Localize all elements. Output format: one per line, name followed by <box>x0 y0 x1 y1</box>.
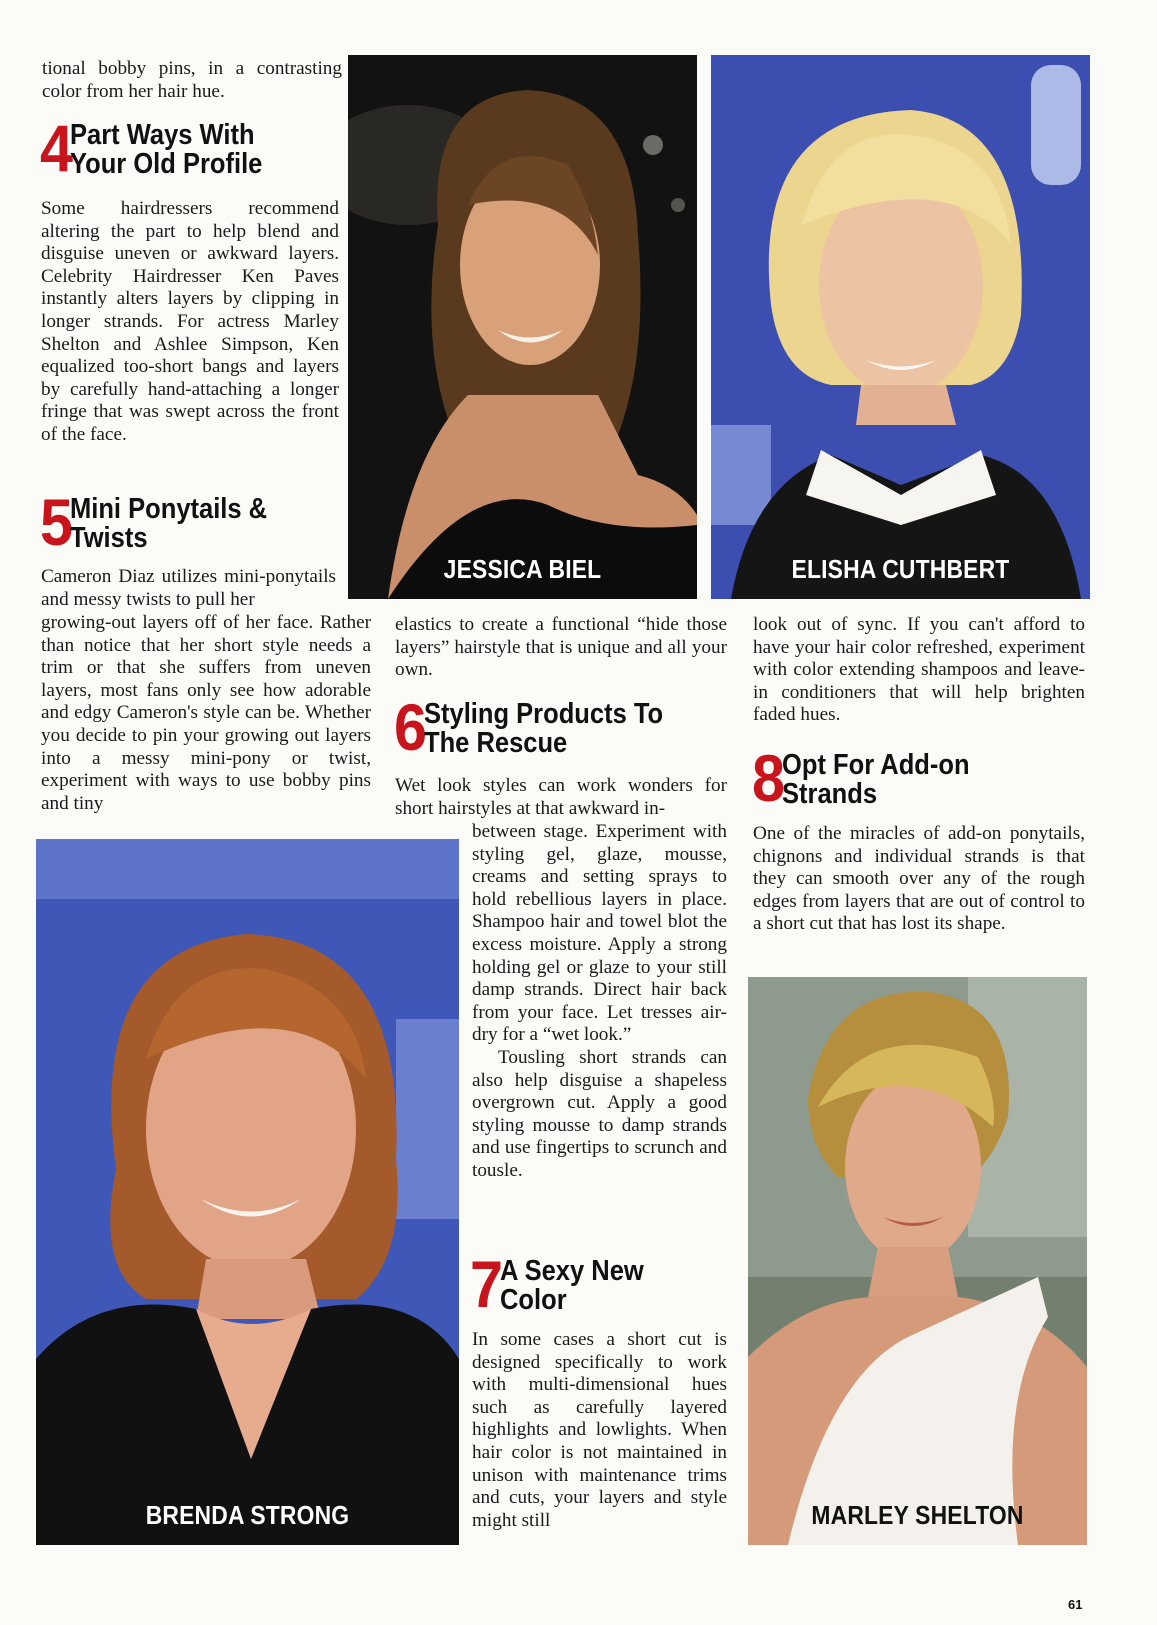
section-4-number: 4 <box>40 111 71 185</box>
section-6-paragraph-1: between stage. Experiment with styling gel, glaze, mousse, creams and setting sprays to hold rebellious layers in place. Shampoo hair and towel blot the excess moisture. Apply a strong holding gel or glaze to your still damp strands. Direct hair back from your face. Let tresses air-dry for a “wet look.” <box>472 821 727 1046</box>
section-8-body: One of the miracles of add-on ponytails, chignons and individual strands is that they can smooth over any of the rough edges from layers that are out of control to a short cut that has lost its shape. <box>753 823 1085 935</box>
section-6-body-top: Wet look styles can work wonders for short hairstyles at that awkward in- <box>395 775 727 819</box>
section-7-number: 7 <box>470 1247 501 1321</box>
portrait-illustration <box>748 977 1087 1545</box>
section-7-title: A Sexy New Color <box>499 1255 644 1316</box>
intro-text: tional bobby pins, in a contrasting color from her hair hue. <box>42 58 342 102</box>
portrait-illustration <box>36 839 459 1545</box>
section-5-title: Mini Ponytails & Twists <box>69 493 267 554</box>
section-5-body-top: Cameron Diaz utilizes mini-ponytails and messy twists to pull her <box>41 566 336 610</box>
photo-elisha-cuthbert <box>711 55 1090 599</box>
section-6-heading <box>394 690 695 764</box>
section-8-heading <box>752 741 995 815</box>
section-5-heading <box>40 485 294 559</box>
section-4-heading <box>40 111 288 185</box>
section-6-paragraph-2: Tousling short strands can also help disguise a shapeless overgrown cut. Apply a good styling mousse to damp strands and use fingertips to scrunch and tousle. <box>472 1046 727 1181</box>
caption-marley-shelton: MARLEY SHELTON <box>811 1500 1024 1530</box>
portrait-illustration <box>348 55 697 599</box>
section-8-title: Opt For Add-on Strands <box>781 749 970 810</box>
section-4-title: Part Ways With Your Old Profile <box>69 119 263 180</box>
section-6-number: 6 <box>394 690 425 764</box>
section-6-title: Styling Products To The Rescue <box>423 698 663 759</box>
section-8-number: 8 <box>752 741 783 815</box>
column-3-continued-text: look out of sync. If you can't afford to have your hair color refreshed, experiment with color extending shampoos and leave-in conditioners that will help brighten faded hues. <box>753 614 1085 726</box>
page-number: 61 <box>1068 1597 1083 1612</box>
section-6-body-bottom <box>472 821 727 1183</box>
column-2-continued-text: elastics to create a functional “hide those layers” hairstyle that is unique and all your own. <box>395 614 727 681</box>
section-7-heading <box>470 1247 663 1321</box>
photo-brenda-strong <box>36 839 459 1545</box>
portrait-illustration <box>711 55 1090 599</box>
caption-brenda-strong: BRENDA STRONG <box>145 1500 350 1530</box>
section-5-number: 5 <box>40 485 71 559</box>
caption-elisha-cuthbert: ELISHA CUTHBERT <box>791 554 1010 584</box>
section-5-body-bottom: growing-out layers off of her face. Rather than notice that her short style needs a trim or that she suffers from uneven layers, most fans only see how adorable and edgy Cameron's style can be. Whether you decide to pin your growing out layers into a messy mini-pony or twist, experiment with ways to use bobby pins and tiny <box>41 612 371 814</box>
section-4-body: Some hairdressers recommend altering the part to help blend and disguise uneven or awkward layers. Celebrity Hairdresser Ken Paves instantly alters layers by clipping in longer strands. For actress Marley Shelton and Ashlee Simpson, Ken equalized too-short bangs and layers by carefully hand-attaching a longer fringe that was swept across the front of the face. <box>41 198 339 445</box>
section-7-body: In some cases a short cut is designed specifically to work with multi-dimensional hues such as carefully layered highlights and lowlights. When hair color is not maintained in unison with maintenance trims and cuts, your layers and style might still <box>472 1329 727 1531</box>
caption-jessica-biel: JESSICA BIEL <box>443 554 602 584</box>
photo-marley-shelton <box>748 977 1087 1545</box>
photo-jessica-biel <box>348 55 697 599</box>
